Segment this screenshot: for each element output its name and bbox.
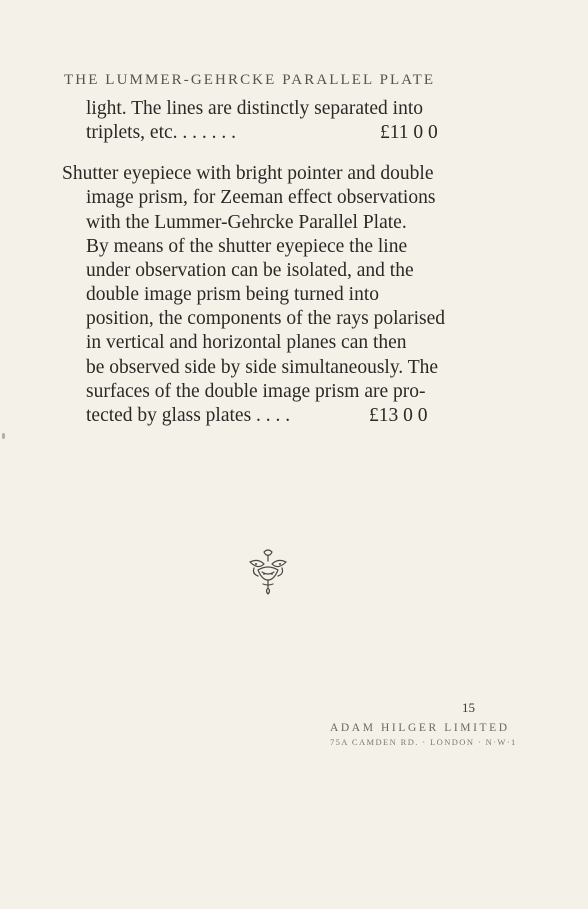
entry2-line-1: Shutter eyepiece with bright pointer and double — [62, 163, 434, 184]
entry1-line-2: triplets, etc. . . . . . . — [86, 122, 237, 143]
entry1-price: £11 0 0 — [380, 122, 438, 143]
entry2-price: £13 0 0 — [369, 405, 428, 426]
imprint-name: ADAM HILGER LIMITED — [330, 722, 510, 734]
entry2-line-8: in vertical and horizontal planes can then — [86, 332, 407, 353]
floral-printers-ornament-icon — [242, 546, 294, 598]
entry2-line-3: with the Lummer-Gehrcke Parallel Plate. — [86, 212, 407, 233]
entry2-line-9: be observed side by side simultaneously. The — [86, 357, 439, 378]
paper-speck — [2, 433, 5, 439]
entry2-line-4: By means of the shutter eyepiece the line — [86, 236, 408, 257]
entry2-line-6: double image prism being turned into — [86, 284, 379, 305]
entry2-line-7: position, the components of the rays polarised — [86, 308, 446, 329]
entry2-line-2: image prism, for Zeeman effect observations — [86, 187, 436, 208]
entry2-line-5: under observation can be isolated, and the — [86, 260, 414, 281]
imprint-address: 75A CAMDEN RD. · LONDON · N·W·1 — [330, 737, 517, 747]
entry2-line-11: tected by glass plates . . . . — [86, 405, 291, 426]
running-head: THE LUMMER-GEHRCKE PARALLEL PLATE — [64, 72, 436, 88]
page-number: 15 — [462, 700, 475, 715]
entry2-line-10: surfaces of the double image prism are pro- — [86, 381, 426, 402]
entry1-line-1: light. The lines are distinctly separated into — [86, 98, 424, 119]
